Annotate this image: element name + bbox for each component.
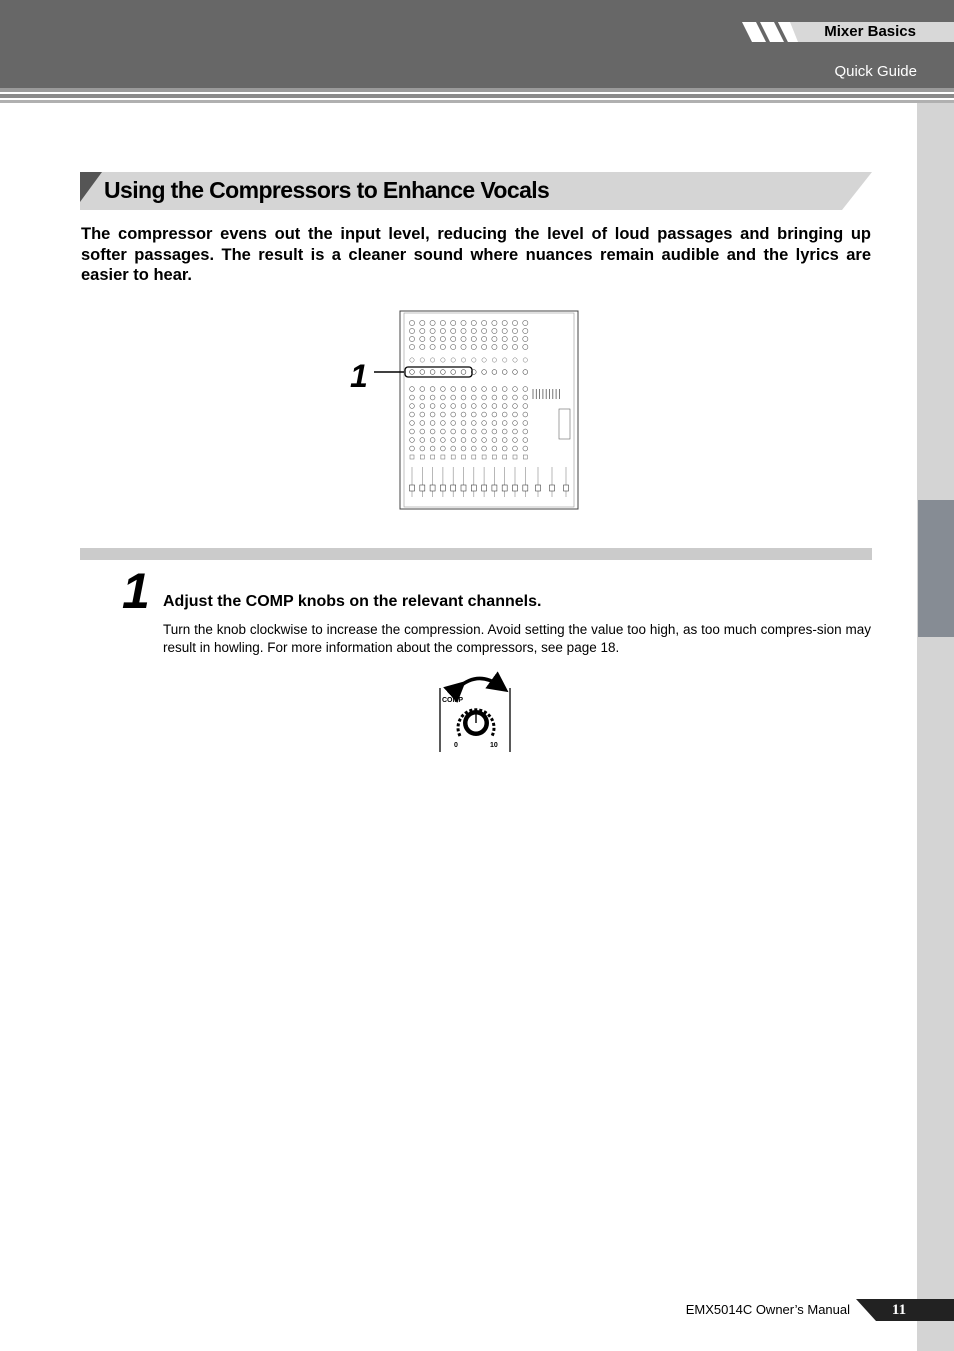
guide-label: Quick Guide: [834, 63, 917, 80]
header-rule: [0, 88, 954, 92]
step-number: 1: [122, 563, 150, 619]
side-margin: [917, 103, 954, 1351]
header-rule: [0, 94, 954, 98]
knob-min-label: 0: [454, 742, 458, 749]
page-heading: Using the Compressors to Enhance Vocals: [104, 177, 550, 203]
intro-paragraph: The compressor evens out the input level, reducing the level of loud passages and bringing up softer passages. The result is a cleaner sound where nuances remain audible and the lyrics are easier to hear.: [81, 225, 871, 284]
comp-knob-illustration: [436, 668, 516, 756]
header-bar: [0, 0, 954, 88]
knob-max-label: 10: [490, 742, 498, 749]
page-number: 11: [891, 1302, 907, 1318]
chapter-tab: [918, 500, 954, 637]
step-body: Turn the knob clockwise to increase the compression. Avoid setting the value too high, as too much compres-sion may result in howling. For more information about the compressors, see page 18.: [163, 622, 871, 655]
manual-title: EMX5014C Owner’s Manual: [685, 1302, 850, 1317]
step-title: Adjust the COMP knobs on the relevant channels.: [163, 593, 542, 610]
step-bar: [80, 548, 872, 560]
knob-label: COMP: [442, 697, 463, 704]
mixer-panel-illustration: [342, 307, 582, 512]
callout-number: 1: [350, 358, 368, 394]
section-title: Mixer Basics: [824, 23, 916, 40]
header-rule: [0, 100, 954, 103]
